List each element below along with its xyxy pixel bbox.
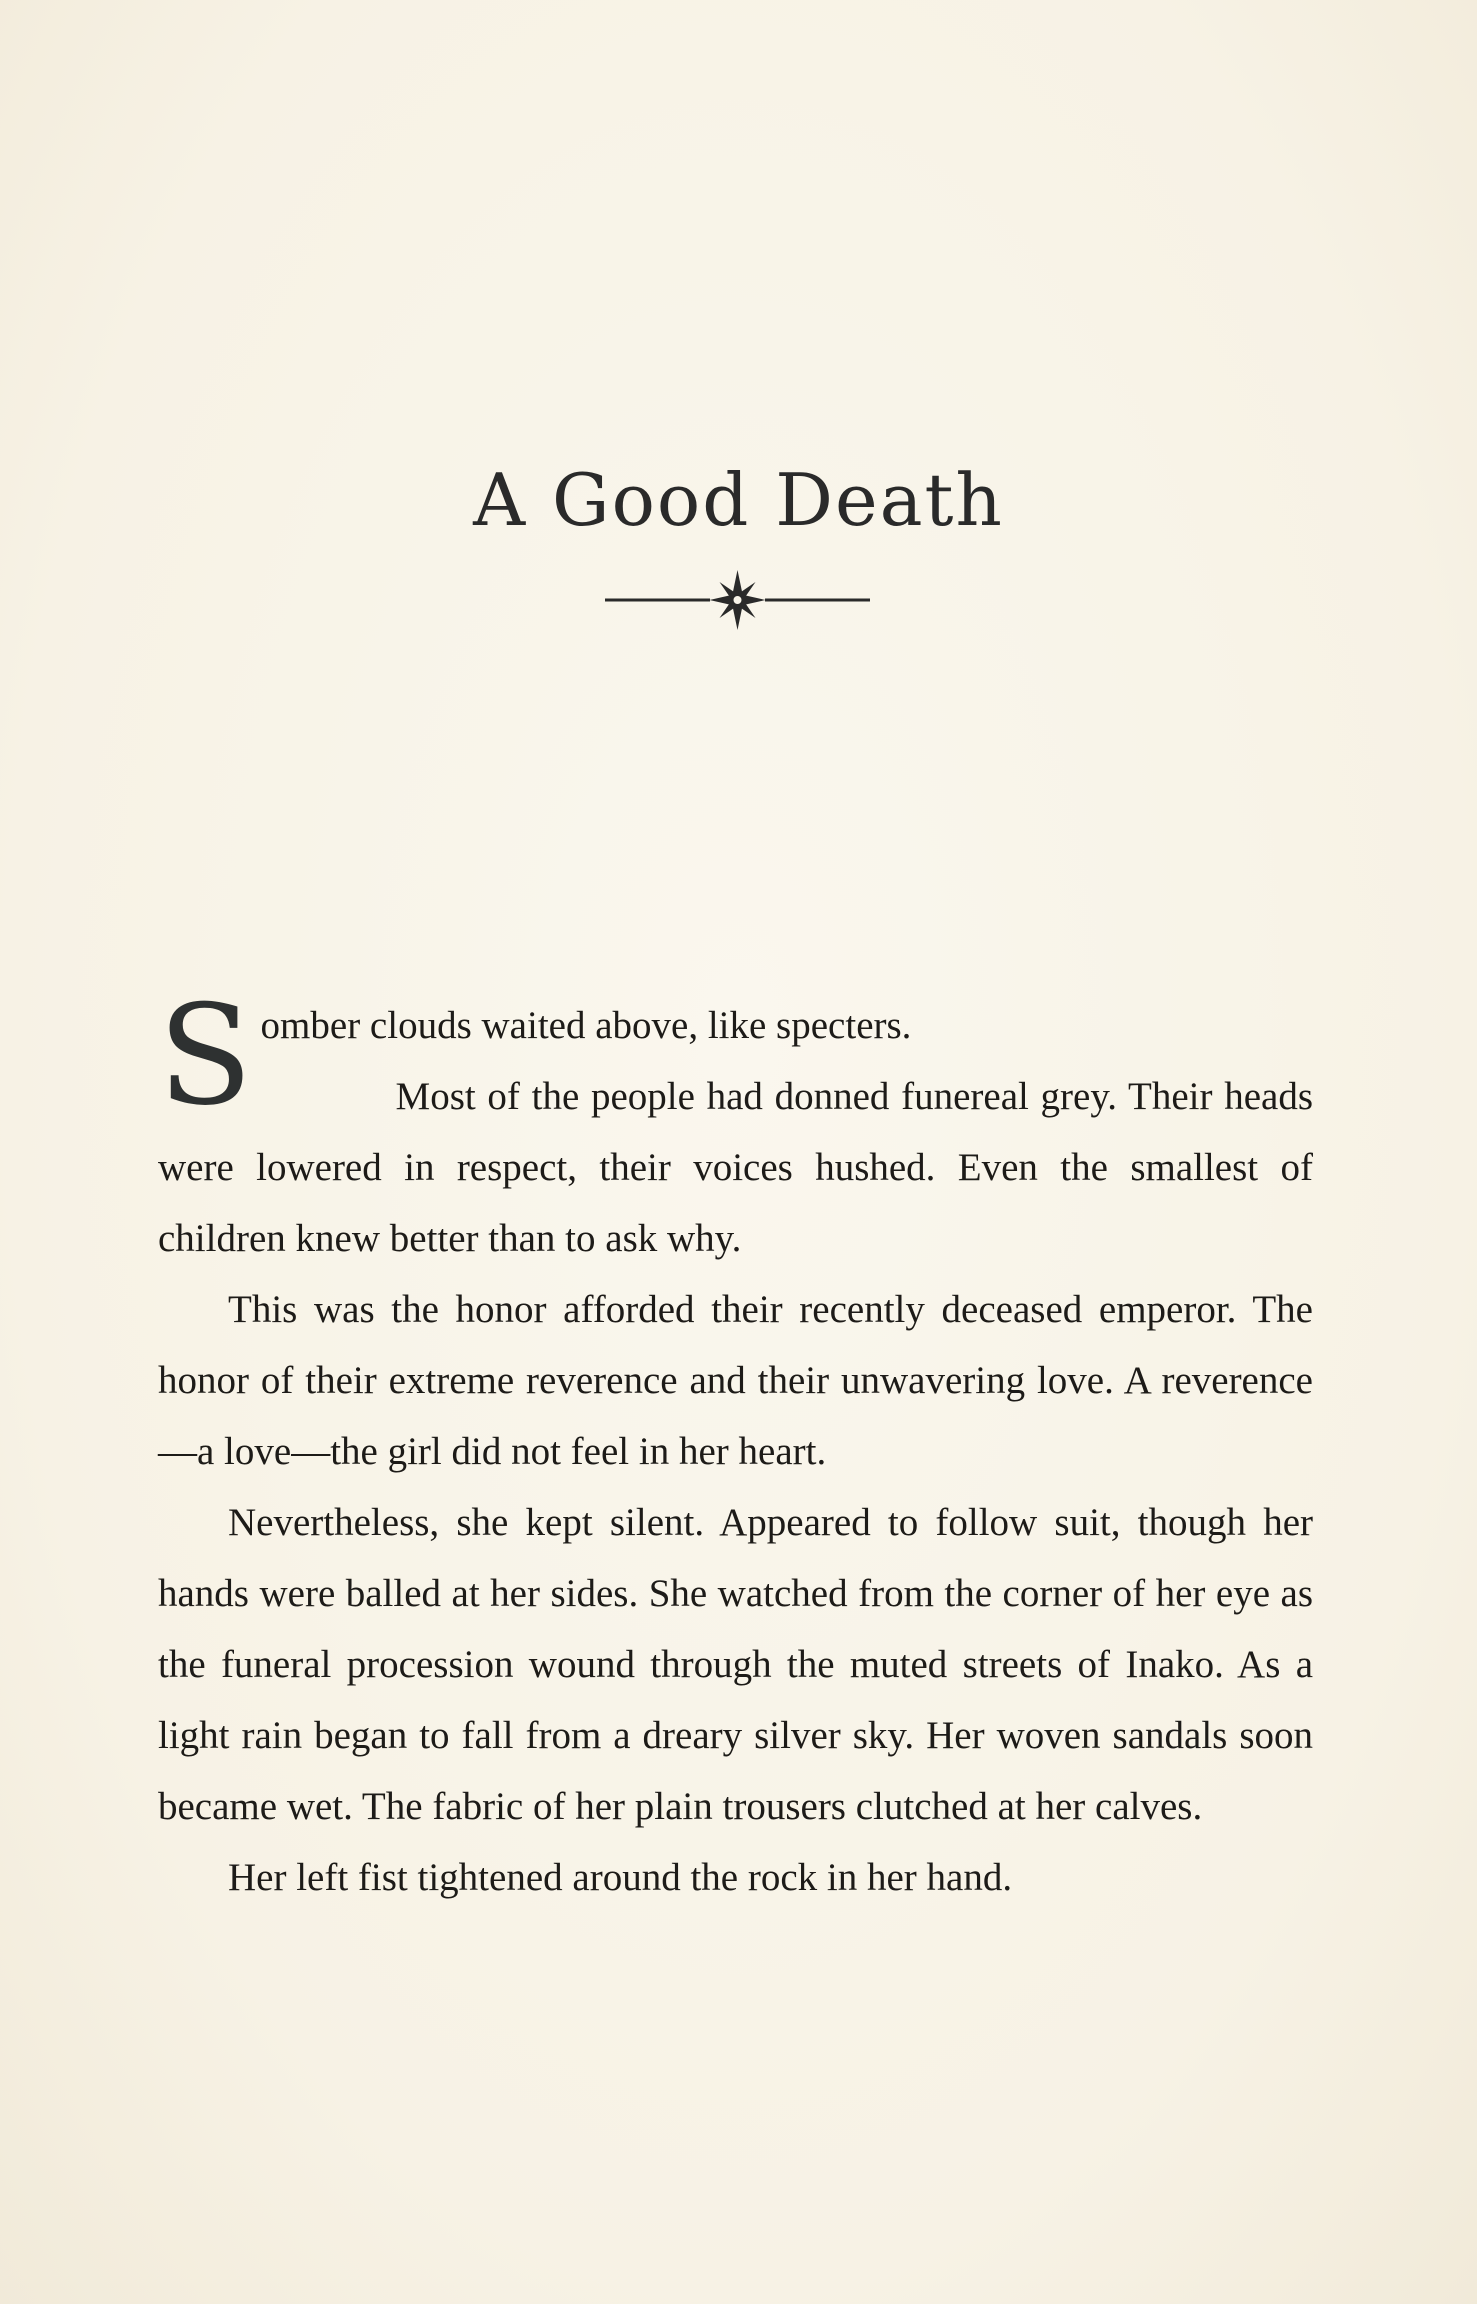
drop-cap: S bbox=[158, 975, 253, 1136]
paragraph-4: Nevertheless, she kept silent. Appeared to follow suit, though her hands were balled at her sides. She watched from the corner of her eye as the funeral procession wound through the muted streets of Inako. As a light rain began to fall from a dreary silver sky. Her woven sandals soon became wet. The fabric of her plain trousers clutched at her calves. bbox=[158, 1501, 1313, 1828]
paragraph-2: Most of the people had donned funereal grey. Their heads were lowered in respect, their voices hushed. Even the smallest of children knew better than to ask why. bbox=[158, 1075, 1313, 1260]
paragraph-1-text: omber clouds waited above, like specters. bbox=[260, 1004, 912, 1047]
chapter-title: A Good Death bbox=[473, 458, 1004, 542]
star-flourish-icon bbox=[600, 560, 875, 640]
chapter-body bbox=[158, 975, 1313, 1913]
paragraph-5: Her left fist tightened around the rock in her hand. bbox=[228, 1856, 1013, 1899]
paragraph-1 bbox=[158, 975, 1313, 1136]
paragraph-3: This was the honor afforded their recently deceased emperor. The honor of their extreme reverence and their unwavering love. A reverence—a love—the girl did not feel in her heart. bbox=[158, 1288, 1313, 1473]
